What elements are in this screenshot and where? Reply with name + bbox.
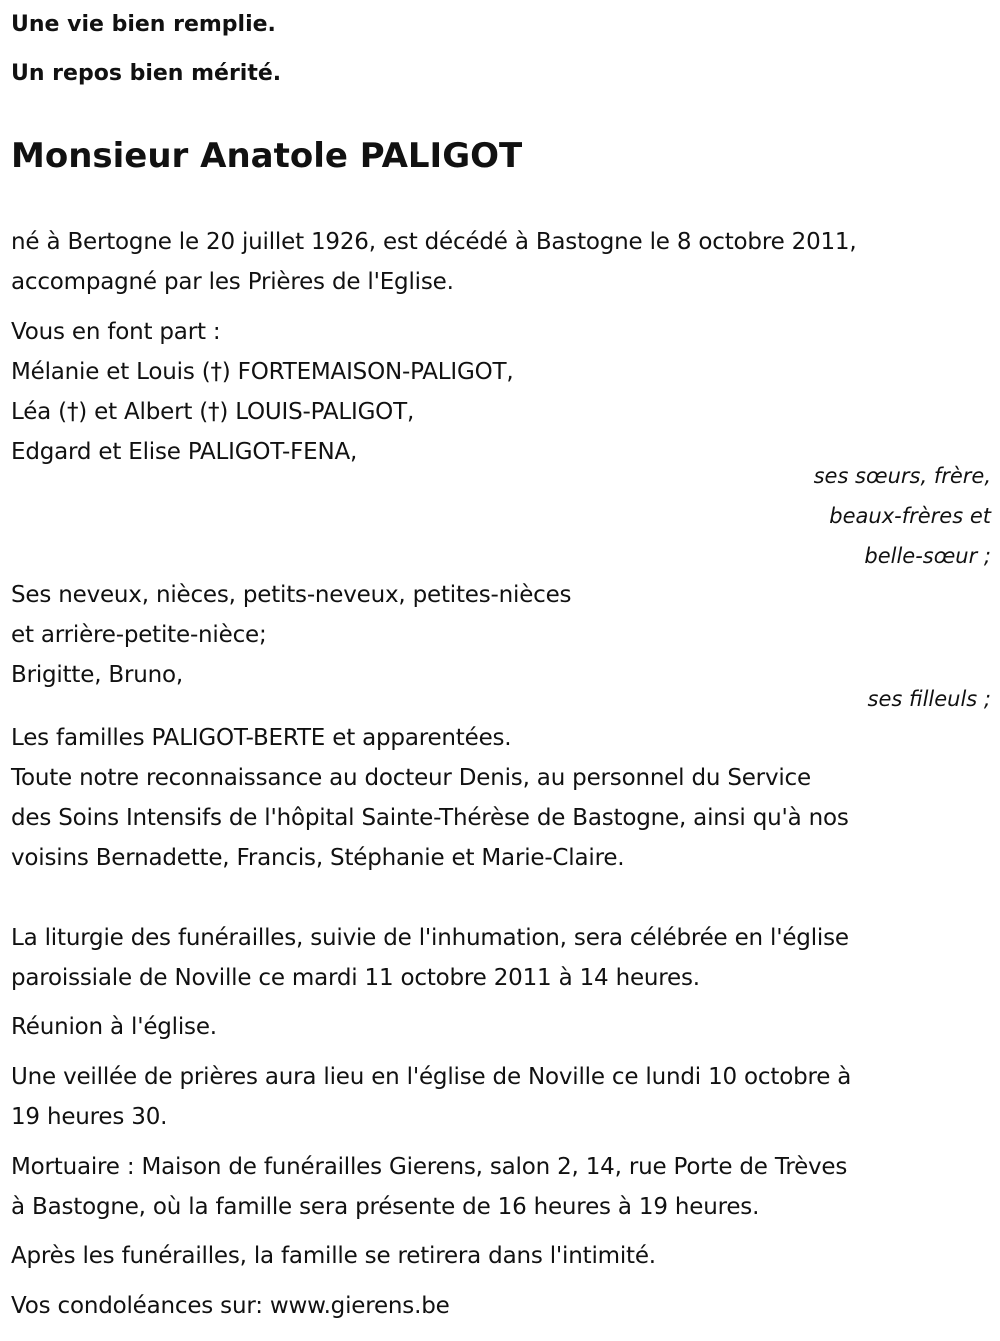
nephews-paragraph <box>11 575 991 695</box>
liturgy-paragraph <box>11 918 991 998</box>
godchildren-role <box>591 679 991 719</box>
families-line-1: Les familles PALIGOT-BERTE et apparentées. <box>11 725 512 751</box>
deceased-name: Monsieur Anatole PALIGOT <box>11 136 523 176</box>
siblings-role-line-1: ses sœurs, frère, <box>813 464 991 488</box>
condolences-line-1: Vos condoléances sur: www.gierens.be <box>11 1293 450 1319</box>
announcement-line-4: Edgard et Elise PALIGOT-FENA, <box>11 439 358 465</box>
mortuary-line-1: Mortuaire : Maison de funérailles Gierens, salon 2, 14, rue Porte de Trèves <box>11 1154 848 1180</box>
vigil-line-2: 19 heures 30. <box>11 1104 168 1130</box>
motto-line-2: Un repos bien mérité. <box>11 61 282 86</box>
families-line-3: des Soins Intensifs de l'hôpital Sainte-Thérèse de Bastogne, ainsi qu'à nos <box>11 805 849 831</box>
nephews-line-1: Ses neveux, nièces, petits-neveux, petites-nièces <box>11 582 572 608</box>
announcement-paragraph <box>11 312 991 472</box>
liturgy-line-1: La liturgie des funérailles, suivie de l'inhumation, sera célébrée en l'église <box>11 925 849 951</box>
intro-line-1: né à Bertogne le 20 juillet 1926, est décédé à Bastogne le 8 octobre 2011, <box>11 229 857 255</box>
vigil-paragraph <box>11 1057 991 1137</box>
after-paragraph <box>11 1236 991 1276</box>
nephews-line-3: Brigitte, Bruno, <box>11 662 183 688</box>
families-line-2: Toute notre reconnaissance au docteur Denis, au personnel du Service <box>11 765 811 791</box>
liturgy-line-2: paroissiale de Noville ce mardi 11 octobre 2011 à 14 heures. <box>11 965 700 991</box>
siblings-role-line-2: beaux-frères et <box>829 504 991 528</box>
condolences-paragraph <box>11 1286 991 1326</box>
families-line-4: voisins Bernadette, Francis, Stéphanie et Marie-Claire. <box>11 845 625 871</box>
families-paragraph <box>11 718 991 878</box>
nephews-line-2: et arrière-petite-nièce; <box>11 622 267 648</box>
intro-line-2: accompagné par les Prières de l'Eglise. <box>11 269 454 295</box>
godchildren-role-line-1: ses filleuls ; <box>867 687 991 711</box>
announcement-line-1: Vous en font part : <box>11 319 221 345</box>
mortuary-paragraph <box>11 1147 991 1227</box>
intro-paragraph <box>11 222 991 302</box>
after-line-1: Après les funérailles, la famille se retirera dans l'intimité. <box>11 1243 656 1269</box>
meeting-paragraph <box>11 1007 991 1047</box>
motto-line-1: Une vie bien remplie. <box>11 12 276 37</box>
siblings-role-line-3: belle-sœur ; <box>864 544 991 568</box>
mortuary-line-2: à Bastogne, où la famille sera présente de 16 heures à 19 heures. <box>11 1194 760 1220</box>
siblings-role <box>591 456 991 576</box>
vigil-line-1: Une veillée de prières aura lieu en l'église de Noville ce lundi 10 octobre à <box>11 1064 852 1090</box>
meeting-line-1: Réunion à l'église. <box>11 1014 217 1040</box>
announcement-line-3: Léa (†) et Albert (†) LOUIS-PALIGOT, <box>11 399 415 425</box>
announcement-line-2: Mélanie et Louis (†) FORTEMAISON-PALIGOT, <box>11 359 514 385</box>
